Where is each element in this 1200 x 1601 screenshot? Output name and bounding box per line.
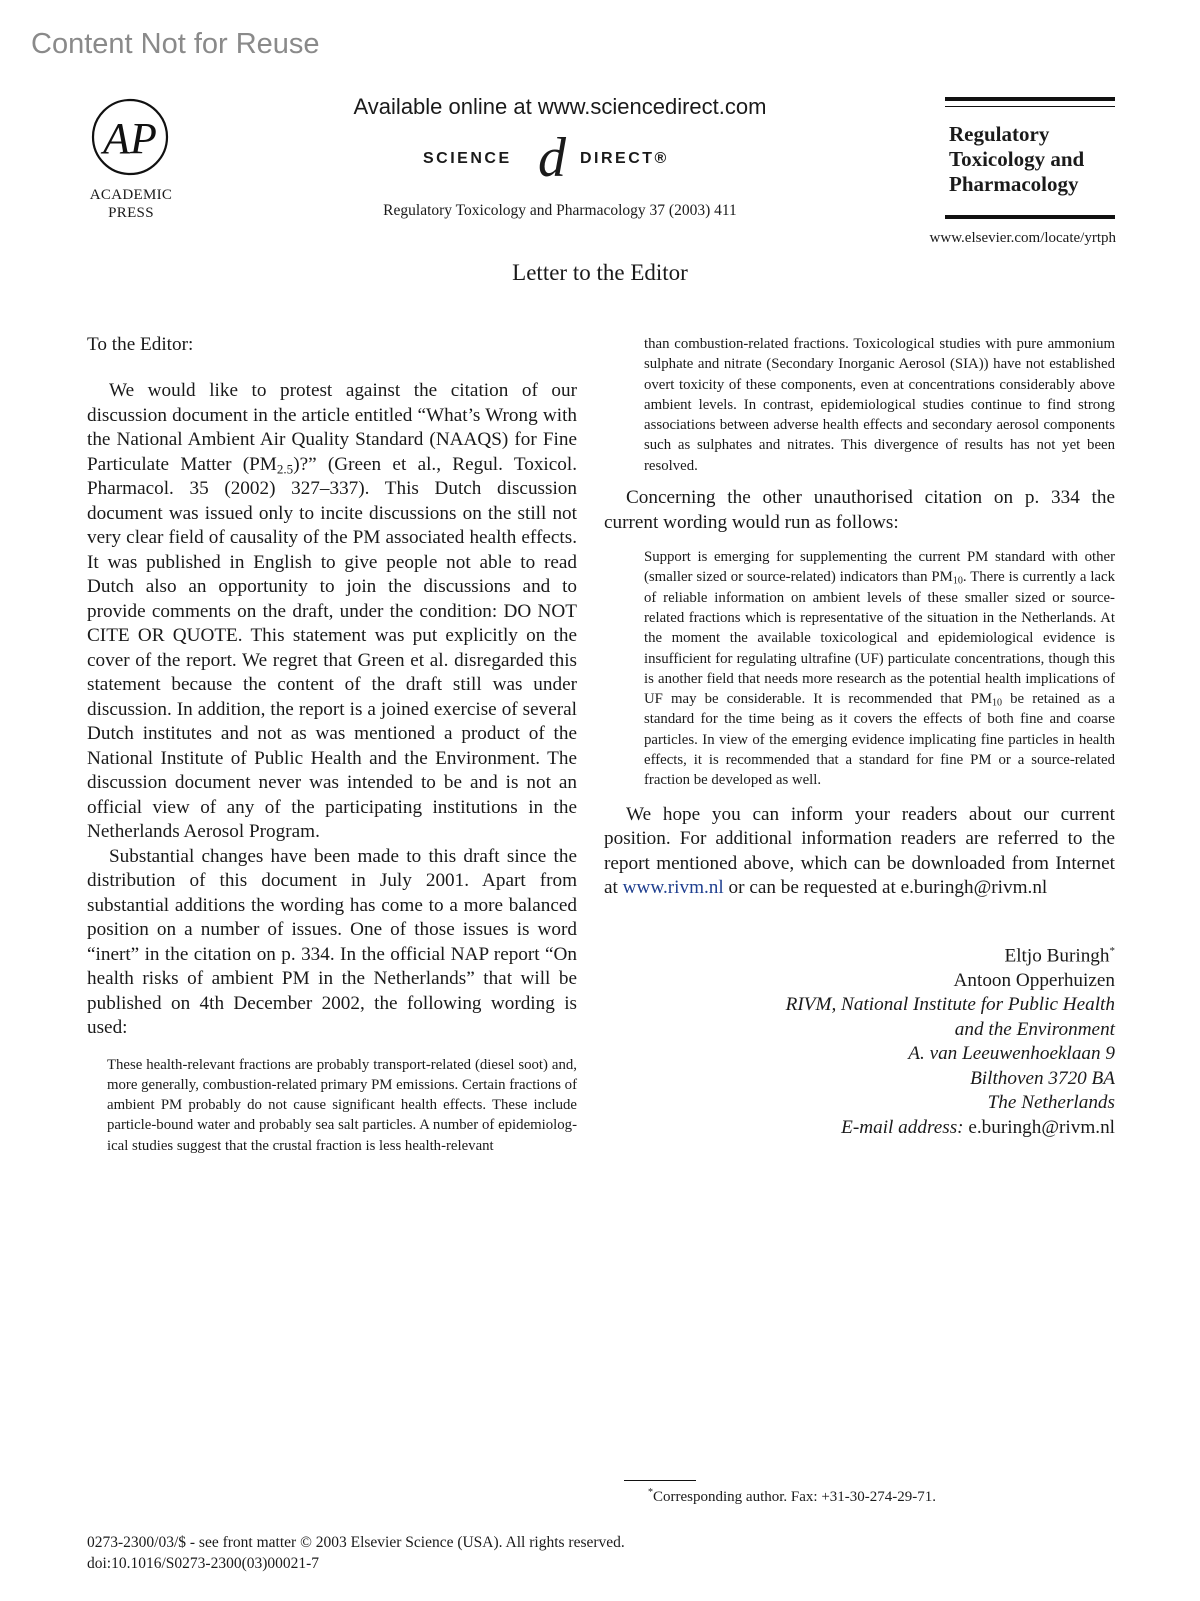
body-paragraph: We hope you can inform your readers about our current position. For additional information readers are referred to the report mentioned above, which can be downloaded from Internet at www.rivm.nl or can be requested at e.buringh@rivm.nl — [604, 803, 1115, 899]
address: Bilthoven 3720 BA — [970, 1067, 1115, 1089]
affiliation: and the Environment — [954, 1018, 1115, 1040]
journal-title-rule-bottom — [945, 215, 1115, 219]
sciencedirect-logo: SCIENCE d DIRECT® — [423, 127, 669, 189]
journal-title: Regulatory Toxicology and Pharmacology — [949, 122, 1085, 196]
block-quote: Support is emerging for supplementing the current PM standard with other (smaller sized or source-related) indicators than $PM_{10}$. There is currently a lack of reliable information on ambient levels of these smaller sized or source-related fractions which is representative of the situation in the Netherlands. At the moment the available toxicological and epidemiological evidence is insufficient for regulating ultrafine (UF) particulate concentrations, though this is another field that needs more research as the potential health implications of UF may be considerable. It is recommended that $PM_{10}$ be retained as a standard for the time being as it covers the effects of both fine and coarse particles. In view of the emerging evidence implicating fine particles in health effects, it is recommended that a standard for fine PM or a source-related fraction be developed as well. — [644, 549, 1115, 789]
right-column — [604, 334, 1115, 1140]
footnote: *Corresponding author. Fax: +31-30-274-29-71. — [648, 1487, 937, 1505]
body-paragraph: Substantial changes have been made to this draft since the distribution of this document in July 2001. Apart from substantial additions the wording has come to a more balanced position on a number of issues. One of those issues is word “inert” in the citation on p. 334. In the official NAP report “On health risks of ambient PM in the Netherlands” that will be published on 4th December 2002, the following wording is used: — [87, 845, 577, 1038]
journal-url[interactable]: www.elsevier.com/locate/yrtph — [929, 230, 1116, 246]
signature-block — [624, 939, 1115, 1140]
email-label: E-mail address: — [841, 1116, 964, 1138]
body-paragraph: We would like to protest against the citation of our discussion document in the article entitled “What’s Wrong with the National Ambient Air Quality Standard (NAAQS) for Fine Particulate Matter $(PM_{2.5})$?” (Green et al., Regul. Toxicol. Pharmacol. 35 (2002) 327–337). This Dutch discussion document was issued only to incite discussions on the still not very clear field of causality of the PM associated health effects. It was published in English to give people not able to read Dutch also an opportunity to join the discussions and to provide comments on the draft, under the condition: DO NOT CITE OR QUOTE. This statement was put explicitly on the cover of the report. We regret that Green et al. disregarded this statement because the content of the draft still was under discussion. In addition, the report is a joined exercise of several Dutch institutes and not as was mentioned a product of the National Institute of Public Health and the Environment. The discussion document never was intended to be and is not an official view of any of the participating institutions in the Netherlands Aerosol Program. — [87, 380, 577, 842]
corresponding-mark: * — [1109, 944, 1115, 957]
copyright-line: 0273-2300/03/$ - see front matter © 2003 Elsevier Science (USA). All rights reserved. — [87, 1534, 625, 1551]
affiliation: RIVM, National Institute for Public Health — [785, 994, 1115, 1016]
author-name: Antoon Opperhuizen — [953, 969, 1115, 991]
doi-line: doi:10.1016/S0273-2300(03)00021-7 — [87, 1555, 320, 1572]
address: A. van Leeuwenhoeklaan 9 — [908, 1043, 1115, 1065]
footnote-rule — [624, 1480, 696, 1481]
journal-citation: Regulatory Toxicology and Pharmacology 37 (2003) 411 — [383, 202, 737, 219]
body-paragraph: Concerning the other unauthorised citation on p. 334 the current wording would run as follows: — [604, 487, 1115, 533]
available-online: Available online at www.sciencedirect.com — [353, 94, 767, 119]
academic-press-logo — [90, 97, 170, 177]
author-name: Eltjo Buringh — [1004, 945, 1110, 967]
address-country: The Netherlands — [987, 1092, 1115, 1114]
salutation: To the Editor: — [87, 334, 194, 355]
left-column — [87, 334, 577, 1156]
block-quote: These health-relevant fractions are probably transport-related (diesel soot) and, more generally, combustion-related primary PM emissions. Certain fractions of ambient PM probably do not cause significant health effects. These include particle-bound water and probably sea salt particles. A number of epidemiological studies suggest that the crustal fraction is less health-relevant — [107, 1056, 577, 1154]
logo-lettering: AP — [103, 114, 157, 163]
journal-title-rule-top — [945, 97, 1115, 107]
rivm-link[interactable]: www.rivm.nl — [622, 877, 724, 899]
publisher-name: ACADEMIC PRESS — [89, 187, 173, 221]
watermark: Content Not for Reuse — [31, 28, 320, 60]
email-address[interactable]: e.buringh@rivm.nl — [968, 1116, 1115, 1138]
block-quote-continued: than combustion-related fractions. Toxicological studies with pure ammonium sulphate and nitrate (Secondary Inorganic Aerosol (SIA)) have not established overt toxicity of these components, even at concentrations considerably above ambient levels. In contrast, epidemiological studies continue to find strong associations between adverse health effects and secondary aerosol components such as sulphates and nitrates. This divergence of results has not yet been resolved. — [644, 336, 1115, 474]
page-footer — [87, 1532, 625, 1574]
section-title: Letter to the Editor — [512, 260, 688, 285]
